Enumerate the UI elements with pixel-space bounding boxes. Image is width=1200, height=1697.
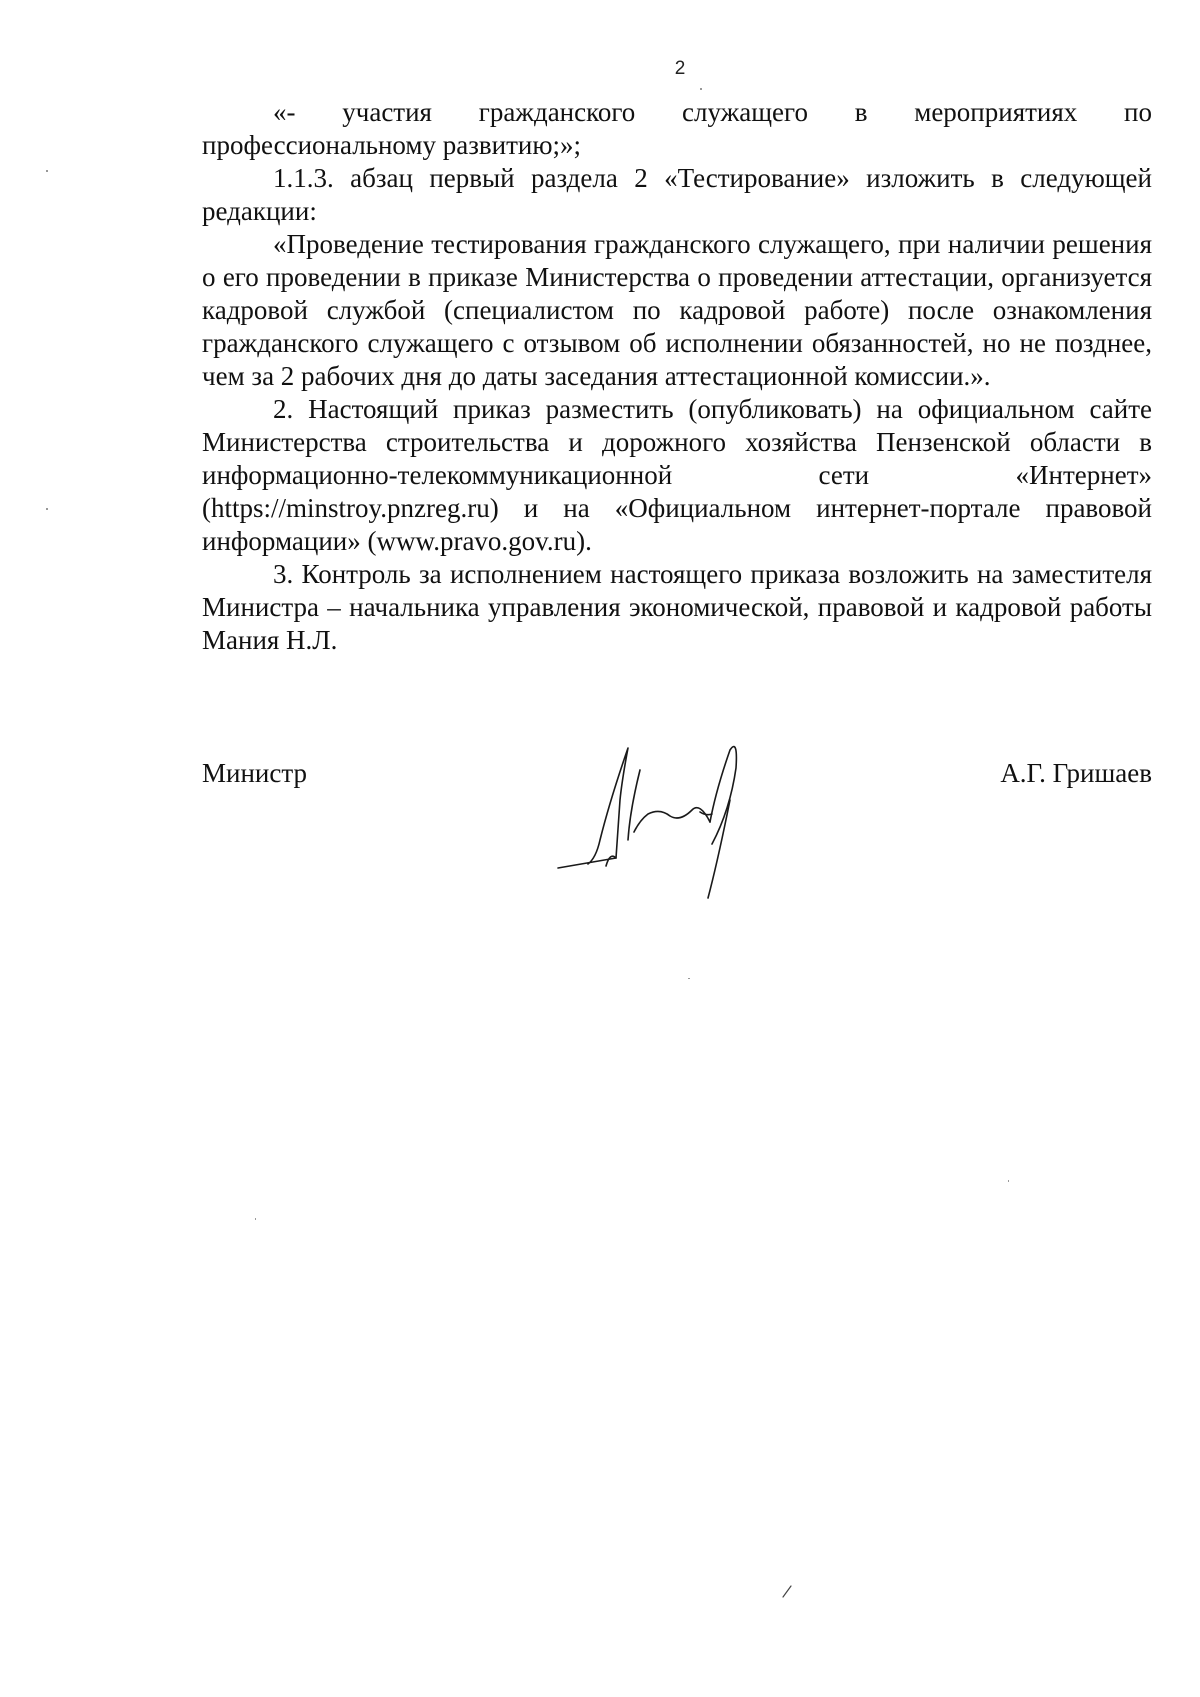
scan-speck-decoration [255,1218,256,1220]
scan-speck-decoration [700,88,702,90]
paragraph-item-5: 3. Контроль за исполнением настоящего приказа возложить на заместителя Министра – начальника управления экономической, правовой и кадровой работы Мания Н.Л. [202,559,1152,655]
scan-speck-decoration [46,170,48,172]
paragraph-item-2: 1.1.3. абзац первый раздела 2 «Тестирование» изложить в следующей редакции: [202,163,1152,226]
scan-mark-decoration [780,1584,794,1600]
document-body [202,96,1152,657]
paragraph-item-4: 2. Настоящий приказ разместить (опубликовать) на официальном сайте Министерства строительства и дорожного хозяйства Пензенской области в информационно-телекоммуникационной сети «Интернет» (https://minstroy.pnzreg.ru) и на «Официальном интернет-портале правовой информации» (www.pravo.gov.ru). [202,394,1152,556]
scan-speck-decoration [1008,1180,1009,1182]
scan-speck-decoration [46,508,48,510]
page-number: 2 [674,58,686,79]
paragraph-item-3: «Проведение тестирования гражданского служащего, при наличии решения о его проведении в приказе Министерства о проведении аттестации, организуется кадровой службой (специалистом по кадровой работе) после ознакомления гражданского служащего с отзывом об исполнении обязанностей, но не позднее, чем за 2 рабочих дня до даты заседания аттестационной комиссии.». [202,229,1152,391]
signatory-name: А.Г. Гришаев [1000,758,1152,788]
scan-speck-decoration [688,978,690,979]
signatory-position: Министр [202,758,307,788]
paragraph-item-1: «- участия гражданского служащего в мероприятиях по профессиональному развитию;»; [202,97,1152,160]
handwritten-signature [540,740,790,920]
